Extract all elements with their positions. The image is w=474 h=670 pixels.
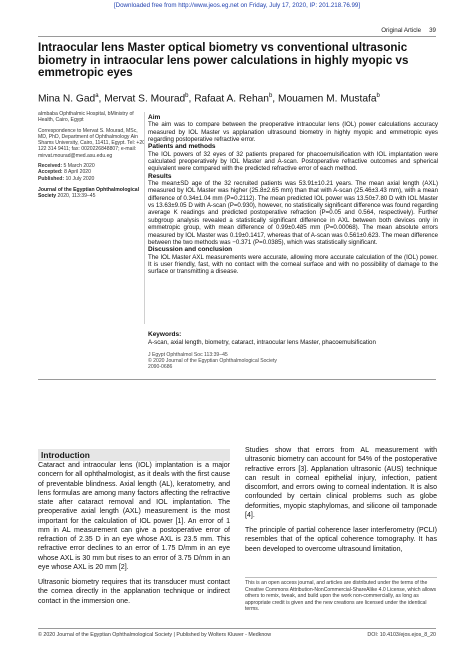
affiliations-block: [38, 111, 146, 204]
open-access-notice: This is an open access journal, and articles are distributed under the terms of the Creative Commons Attribution-NonCommercial-ShareAlike 4.0 License, which allows others to remix, tweak, and build upon the work non-commercially, as long as appropriate credit is given and the new creations are licensed under the identical terms.: [245, 577, 437, 613]
results-heading: Results: [148, 172, 172, 180]
results-text: The mean±SD age of the 32 recruited patients was 53.91±10.21 years. The mean axial length (AXL) measured by IOL Master was higher (25.8±2.65 mm) than that with A-scan (25.46±3.43 mm), with a mean difference of 0.34±1.04 mm (P=0.2112). The mean predicted IOL power was 13.50±7.80 D with IOL Master vs 13.63±9.05 D with A-scan (P=0.930), however, no statistically significant difference was found regarding average K readings and predicted postoperative refraction (P=0.05 and 0.564, respectively). Further subgroup analysis revealed a statistically significant difference in AXL between both devices only in emmetropic group, with mean difference of 0.99±0.485 mm (P=0.00068). The mean absolute errors measured by IOL Master was 0.19±0.1417, whereas that of A-scan was 0.561±0.623. The mean difference between the two methods was −0.371 (P=0.0385), which was statistically significant.: [148, 180, 438, 246]
footer-rule: [38, 628, 436, 629]
dates-block: [38, 163, 146, 182]
author-name: Mervat S. Mourad: [104, 93, 186, 105]
section-rule: [38, 379, 436, 380]
author-list: Mina N. Gad$^a$, Mervat S. Mourad$^b$, Rafaat A. Rehan$^b$, Mouamen M. Mustafa$^b$: [38, 93, 380, 105]
section-label: Original Article: [381, 27, 422, 34]
received-label: Received:: [38, 163, 63, 170]
journal-name: Journal of the Egyptian Ophthalmological Society: [38, 186, 140, 200]
keywords-heading: Keywords:: [148, 331, 182, 338]
copyright-line: © 2020 Journal of the Egyptian Ophthalmological Society: [148, 358, 277, 365]
introduction-heading: Introduction: [38, 449, 230, 461]
download-banner: [Downloaded free from http://www.jeos.eg.net on Friday, July 17, 2020, IP: 201.218.76.99]: [113, 2, 361, 9]
running-header: [381, 27, 436, 34]
introduction-paragraph: Ultrasonic biometry requires that its transducer must contact the cornea directly in the applanation technique or indirect contact in the immersion one.: [38, 579, 230, 605]
page-number: 39: [429, 27, 436, 34]
published-label: Published:: [38, 175, 65, 182]
received-date: 5 March 2020: [63, 163, 95, 170]
keywords-block: [148, 331, 438, 347]
body-paragraph: The principle of partial coherence laser interferometry (PCLI) resembles that of the optical coherence tomography. It has been developed to overcome ultrasound limitation,: [245, 527, 437, 553]
published-date: 10 July 2020: [65, 175, 95, 182]
author-name: Mina N. Gad: [38, 93, 96, 105]
article-title: Intraocular lens Master optical biometry vs conventional ultrasonic biometry in intraocular lens power calculations in highly myopic vs emmetropic eyes: [38, 41, 409, 80]
introduction-paragraph: Cataract and intraocular lens (IOL) implantation is a major concern for all ophthalmologist, as it deals with the first cause of preventable blindness. Axial length (AL), keratometry, and lens formulas are among many factors affecting the refractive state after cataract removal and IOL implantation. The preoperative axial length (AXL) measurement is the most important for the calculation of IOL power [1]. An error of 1 mm in AL measurement can give a postoperative error of refraction of 2.35 D in an eye whose AXL is 23.5 mm. This refractive error declines to an error of 1.75 D/mm in an eye whose AXL is 30 mm but rises to an error of 3.75 D/mm in an eye whose AXL is 20 mm [2].: [38, 462, 230, 571]
keywords-text: A-scan, axial length, biometry, cataract, intraocular lens Master, phacoemulsification: [148, 339, 376, 347]
footer-copyright: © 2020 Journal of the Egyptian Ophthalmological Society | Published by Wolters Kluwer - Medknow: [38, 632, 272, 638]
affiliation-text: aImbaba Ophthalmic Hospital, bMinistry of Health, Cairo, Egypt: [38, 111, 134, 124]
author-name: Mouamen M. Mustafa: [277, 93, 377, 105]
author-affiliation-mark: a: [95, 93, 99, 99]
abstract: [148, 114, 438, 276]
issn-line: 2090-0686: [148, 364, 173, 371]
right-column-body: [245, 446, 437, 560]
patients-methods-text: The IOL powers of 32 eyes of 32 patients prepared for phacoemulsification with IOL implantation were calculated preoperatively by IOL Master and A-scan. Postoperative refractive outcomes and spherical equivalent were compared with the predicted refractive error of each method.: [148, 150, 438, 173]
header-rule: [38, 36, 436, 37]
author-name: Rafaat A. Rehan: [194, 93, 269, 105]
footer-doi: DOI: 10.4103/ejos.ejos_8_20: [367, 632, 436, 638]
discussion-text: The IOL Master AXL measurements were accurate, allowing more accurate calculation of the (IOL) power. It is user friendly, fast, with no contact with the corneal surface and with no possibility of damage to the surface or transmitting a disease.: [148, 253, 438, 276]
correspondence-text: Correspondence to Mervat S. Mourad, MSc, MD, PhD, Department of Ophthalmology Ain Shams University, Cairo, 11411, Egypt. Tel: +20 122 314 9411; fax: 0020226848807; e-mail: mirvat.mourad@med.asu.edu.eg: [38, 127, 146, 159]
patients-methods-heading: Patients and methods: [148, 143, 216, 151]
accepted-date: 8 April 2020: [64, 169, 91, 176]
aim-text: The aim was to compare between the preoperative intraocular lens (IOL) power calculations accuracy measured by IOL Master vs applanation ultrasound biometry in highly myopic and emmetropic eyes regarding postoperative refractive error.: [148, 121, 438, 144]
body-paragraph: Studies show that errors from AL measurement with ultrasonic biometry can account for 54% of the postoperative refractive errors [3]. Applanation ultrasonic (AUS) technique can result in corneal epithelial injury, infection, patient discomfort, and errors owing to corneal indentation. It is also confounded by certain clinical problems such as globe deformities, myopic staphylomas, and silicone oil tamponade [4].: [245, 447, 437, 519]
introduction-body: [38, 461, 230, 612]
aim-heading: Aim: [148, 114, 161, 121]
accepted-label: Accepted:: [38, 169, 63, 176]
citation-block: [148, 352, 438, 371]
journal-reference: 2020, 113:39–45: [57, 193, 96, 200]
author-affiliation-mark: b: [185, 93, 189, 99]
author-affiliation-mark: b: [376, 93, 380, 99]
author-affiliation-mark: b: [268, 93, 273, 99]
citation-line: J Egypt Ophthalmol Soc 113:39–45: [148, 352, 228, 358]
discussion-heading: Discussion and conclusion: [148, 246, 233, 254]
